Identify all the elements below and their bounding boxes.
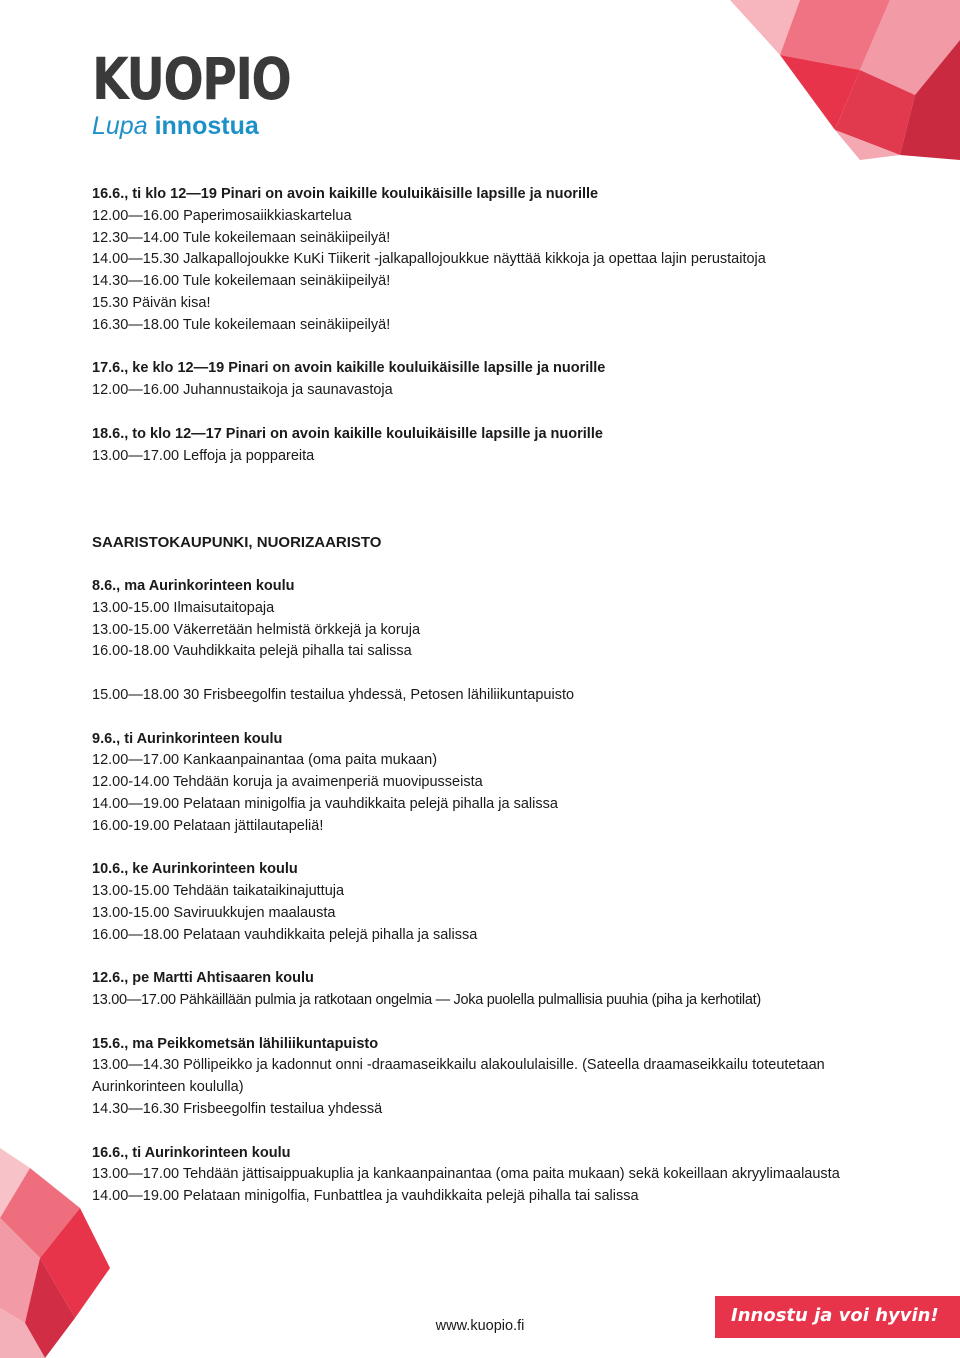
event-item: 13.00—17.00 Pähkäillään pulmia ja ratkotaan ongelmia — Joka puolella pulmallisia puuhia (piha ja kerhotilat) — [92, 992, 761, 1009]
event-item: 13.00-15.00 Saviruukkujen maalausta — [92, 904, 336, 921]
slogan-text: Innostu ja voi hyvin! — [731, 1305, 939, 1326]
event-item: 12.00—16.00 Paperimosaiikkiaskartelua — [92, 207, 352, 224]
day-heading: 16.6., ti Aurinkorinteen koulu — [92, 1144, 291, 1161]
section-title: SAARISTOKAUPUNKI, NUORIZAARISTO — [92, 534, 382, 552]
event-item: 14.00—19.00 Pelataan minigolfia, Funbattlea ja vauhdikkaita pelejä pihalla tai salissa — [92, 1188, 639, 1205]
slogan-banner — [715, 1296, 960, 1338]
event-item: 12.00—17.00 Kankaanpainantaa (oma paita mukaan) — [92, 752, 438, 769]
event-item: 12.00—16.00 Juhannustaikoja ja saunavastoja — [92, 382, 393, 399]
event-item: 13.00-15.00 Väkerretään helmistä örkkejä ja koruja — [92, 621, 421, 638]
decorative-polygons-top — [660, 0, 960, 160]
event-item: 14.00—19.00 Pelataan minigolfia ja vauhdikkaita pelejä pihalla ja salissa — [92, 795, 558, 812]
day-heading: 18.6., to klo 12—17 Pinari on avoin kaikille kouluikäisille lapsille ja nuorille — [92, 425, 603, 442]
day-heading: 9.6., ti Aurinkorinteen koulu — [92, 730, 283, 747]
event-item: 12.30—14.00 Tule kokeilemaan seinäkiipeilyä! — [92, 229, 391, 246]
day-heading: 16.6., ti klo 12—19 Pinari on avoin kaikille kouluikäisille lapsille ja nuorille — [92, 186, 599, 202]
event-item: 15.00—18.00 30 Frisbeegolfin testailua yhdessä, Petosen lähiliikuntapuisto — [92, 686, 575, 703]
logo-wordmark: KUOPIO — [92, 45, 291, 113]
event-item: 16.00-19.00 Pelataan jättilautapeliä! — [92, 817, 324, 834]
logo-tagline — [92, 112, 334, 140]
footer-website-link[interactable]: www.kuopio.fi — [435, 1318, 525, 1334]
event-item: 14.30—16.00 Tule kokeilemaan seinäkiipeilyä! — [92, 273, 391, 290]
schedule-content — [92, 184, 892, 1208]
event-item: 13.00-15.00 Tehdään taikataikinajuttuja — [92, 883, 345, 900]
event-item: 16.00—18.00 Pelataan vauhdikkaita pelejä pihalla ja salissa — [92, 926, 478, 943]
tagline-part1: Lupa — [92, 112, 148, 140]
tagline-part2: innostua — [154, 112, 259, 140]
day-heading: 10.6., ke Aurinkorinteen koulu — [92, 861, 298, 878]
event-item: 13.00—17.00 Tehdään jättisaippuakuplia ja kankaanpainantaa (oma paita mukaan) sekä kokeillaan akryylimaalausta — [92, 1166, 840, 1183]
day-heading: 12.6., pe Martti Ahtisaaren koulu — [92, 970, 314, 987]
day-heading: 8.6., ma Aurinkorinteen koulu — [92, 577, 295, 594]
event-item: 14.30—16.30 Frisbeegolfin testailua yhdessä — [92, 1101, 383, 1118]
event-item: 16.30—18.00 Tule kokeilemaan seinäkiipeilyä! — [92, 316, 391, 333]
day-heading: 17.6., ke klo 12—19 Pinari on avoin kaikille kouluikäisille lapsille ja nuorille — [92, 360, 606, 377]
event-item: 13.00—17.00 Leffoja ja poppareita — [92, 447, 315, 464]
event-item: 12.00-14.00 Tehdään koruja ja avaimenperiä muovipusseista — [92, 774, 483, 791]
day-heading: 15.6., ma Peikkometsän lähiliikuntapuisto — [92, 1035, 379, 1052]
event-item: 13.00-15.00 Ilmaisutaitopaja — [92, 599, 275, 616]
kuopio-logo — [92, 45, 334, 140]
event-item: 15.30 Päivän kisa! — [92, 294, 211, 311]
event-item: 14.00—15.30 Jalkapallojoukke KuKi Tiikerit -jalkapallojoukkue näyttää kikkoja ja opettaa lajin perustaitoja — [92, 251, 766, 268]
event-item: 13.00—14.30 Pöllipeikko ja kadonnut onni -draamaseikkailu alakoululaisille. (Sateella draamaseikkailu toteutetaan Aurinkorinteen koululla) — [92, 1057, 825, 1096]
event-item: 16.00-18.00 Vauhdikkaita pelejä pihalla tai salissa — [92, 643, 412, 660]
